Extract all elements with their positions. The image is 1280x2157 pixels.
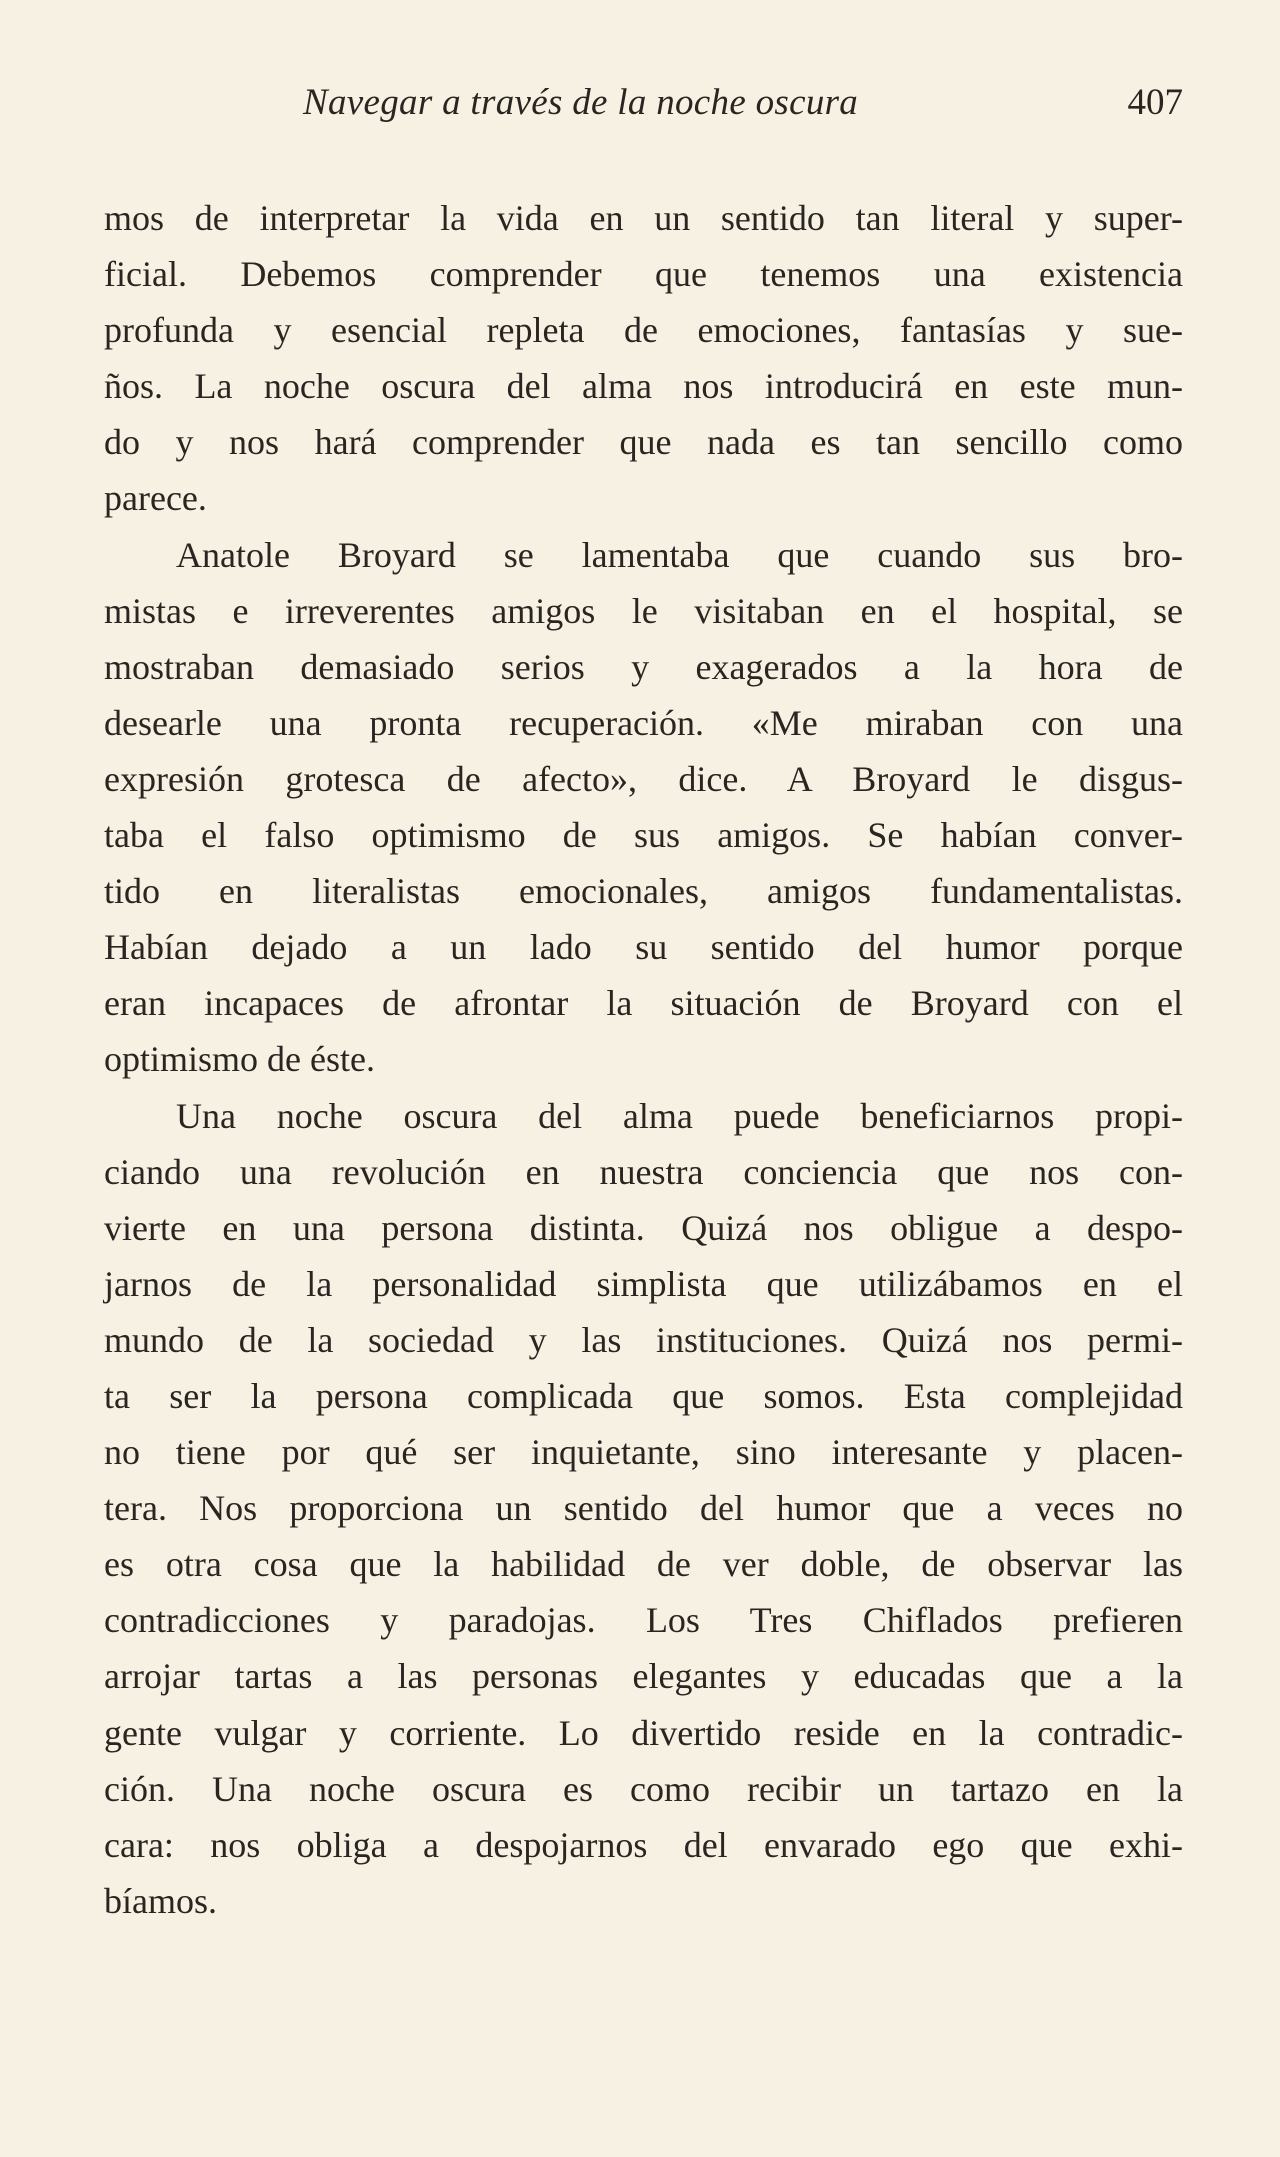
text-line: mundo de la sociedad y las instituciones. Quizá nos permi- (104, 1319, 1183, 1360)
text-line: do y nos hará comprender que nada es tan sencillo como (104, 422, 1183, 463)
text-line: expresión grotesca de afecto», dice. A Broyard le disgus- (104, 758, 1183, 799)
text-line: ficial. Debemos comprender que tenemos una existencia (104, 254, 1183, 295)
text-line: gente vulgar y corriente. Lo divertido reside en la contradic- (104, 1712, 1183, 1753)
text-line: mos de interpretar la vida en un sentido tan literal y super- (104, 198, 1183, 238)
text-line: ción. Una noche oscura es como recibir un tartazo en la (104, 1768, 1183, 1809)
text-line: no tiene por qué ser inquietante, sino interesante y placen- (104, 1432, 1183, 1473)
text-line: Anatole Broyard se lamentaba que cuando sus bro- (176, 534, 1183, 575)
text-line: mostraban demasiado serios y exagerados a la hora de (104, 646, 1183, 687)
text-line: bíamos. (104, 1880, 217, 1921)
text-line: desearle una pronta recuperación. «Me miraban con una (104, 702, 1183, 743)
text-line: tido en literalistas emocionales, amigos fundamentalistas. (104, 871, 1183, 912)
text-line: jarnos de la personalidad simplista que utilizábamos en el (104, 1263, 1183, 1304)
paragraph (104, 1088, 1183, 1929)
running-title: Navegar a través de la noche oscura (303, 82, 859, 123)
text-line: es otra cosa que la habilidad de ver doble, de observar las (104, 1544, 1183, 1585)
text-line: ciando una revolución en nuestra conciencia que nos con- (104, 1151, 1183, 1192)
text-line: taba el falso optimismo de sus amigos. Se habían conver- (104, 815, 1183, 856)
text-line: ños. La noche oscura del alma nos introducirá en este mun- (104, 366, 1183, 407)
text-line: vierte en una persona distinta. Quizá nos obligue a despo- (104, 1207, 1183, 1248)
text-line: cara: nos obliga a despojarnos del envarado ego que exhi- (104, 1824, 1183, 1865)
text-line: profunda y esencial repleta de emociones, fantasías y sue- (104, 310, 1183, 351)
text-line: Habían dejado a un lado su sentido del humor porque (104, 927, 1183, 968)
text-line: ta ser la persona complicada que somos. Esta complejidad (104, 1375, 1183, 1416)
paragraph (104, 190, 1183, 527)
text-line: Una noche oscura del alma puede beneficiarnos propi- (176, 1095, 1183, 1136)
text-line: arrojar tartas a las personas elegantes y educadas que a la (104, 1656, 1183, 1697)
text-line: optimismo de éste. (104, 1039, 375, 1080)
text-line: contradicciones y paradojas. Los Tres Chiflados prefieren (104, 1600, 1183, 1641)
page-header (0, 78, 1280, 128)
text-line: eran incapaces de afrontar la situación de Broyard con el (104, 983, 1183, 1024)
body-text (104, 190, 1183, 1929)
text-line: parece. (104, 478, 207, 519)
paragraph (104, 527, 1183, 1088)
text-line: tera. Nos proporciona un sentido del humor que a veces no (104, 1488, 1183, 1529)
text-line: mistas e irreverentes amigos le visitaban en el hospital, se (104, 590, 1183, 631)
page-number: 407 (1127, 82, 1183, 123)
